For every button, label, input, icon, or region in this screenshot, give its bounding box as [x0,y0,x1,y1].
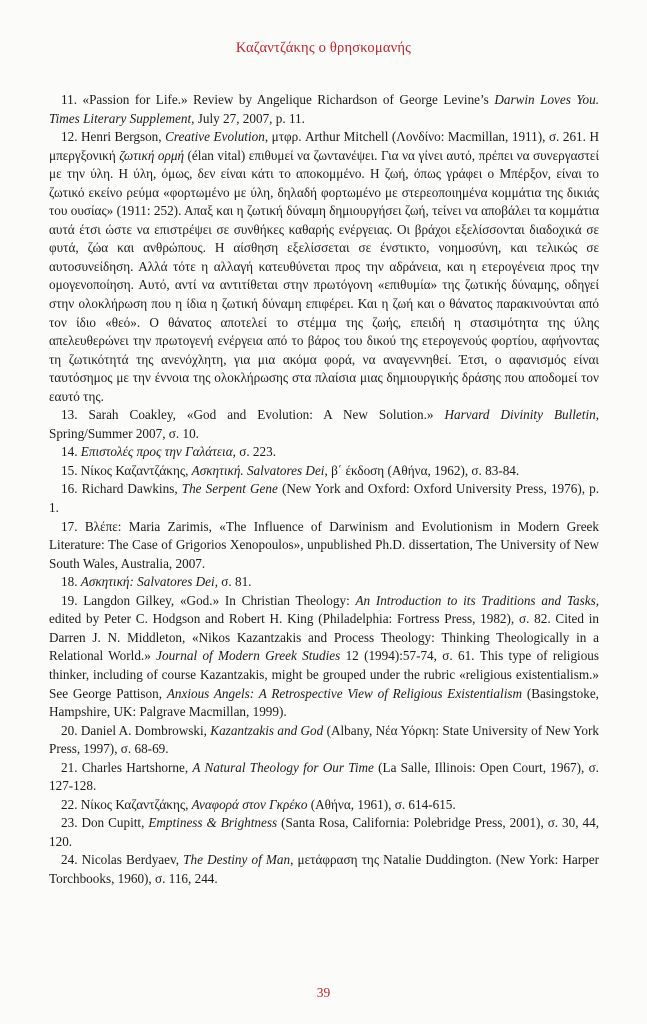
endnote-text: 22. Νίκος Καζαντζάκης, [61,796,192,812]
endnote-text: 18. [61,574,81,590]
endnote-title-italic: Αναφορά στον Γκρέκο [191,796,308,812]
endnote-text: , edited by Peter C. Hodgson and Robert H. King (Philadelphia: Fortress Press, 1982), σ. 82. Cited in Darren J. N. Middleton, «Nikos Kazantzakis and Process Theology: Thinking Theologically in a Relational World.» [49,592,599,664]
endnote-text: , Spring/Summer 2007, σ. 10. [49,407,600,441]
endnote-text: , σ. 81. [214,574,252,590]
endnote-title-italic: The Serpent Gene [181,481,278,497]
endnote-text: (Αθήνα, 1961), σ. 614-615. [307,796,456,812]
endnote-text: 17. Βλέπε: Maria Zarimis, «The Influence of Darwinism and Evolutionism in Modern Greek Literature: The Case of Grigorios Xenopoulos», unpublished Ph.D. dissertation, The University of New South Wales, Australia, 2007. [49,518,599,571]
endnote-text: 20. Daniel A. Dombrowski, [61,722,211,738]
endnote-title-italic: The Destiny of Man [183,852,291,868]
endnote [49,406,599,443]
endnote [49,796,599,815]
endnote-title-italic: Kazantzakis and God [210,722,324,738]
running-header: Καζαντζάκης ο θρησκομανής [235,40,412,56]
endnote-title-italic: Επιστολές προς την Γαλάτεια [80,444,233,460]
endnote-text: , July 27, 2007, p. 11. [191,110,305,126]
endnote [49,518,599,574]
endnote-text: (New York and Oxford: Oxford University Press, 1976), p. 1. [49,481,600,516]
endnote-title-italic: Emptiness & Brightness [148,815,278,831]
endnote [49,722,599,759]
endnote-text: 19. Langdon Gilkey, «God.» In Christian Theology: [61,592,356,608]
endnote-title-italic: Darwin Loves You. Times Literary Supplement [49,92,600,126]
endnote-text: 13. Sarah Coakley, «God and Evolution: A New Solution.» [61,407,445,423]
endnote-text: (Basingstoke, Hampshire, UK: Palgrave Macmillan, 1999). [49,685,599,720]
endnote [49,91,599,128]
endnote-text: 14. [61,444,81,460]
endnote-text: (La Salle, Illinois: Open Court, 1967), σ. 127-128. [49,759,599,794]
endnote-text: , σ. 223. [232,444,277,460]
endnote-title-italic: Harvard Divinity Bulletin [444,407,596,423]
endnote [49,592,599,722]
endnote-text: 16. Richard Dawkins, [61,481,182,497]
endnote [49,480,599,517]
endnote-text: (Albany, Νέα Υόρκη: State University of New York Press, 1997), σ. 68-69. [49,722,599,757]
endnote-title-italic: Anxious Angels: A Retrospective View of Religious Existentialism [166,685,523,701]
endnote-text: 11. «Passion for Life.» Review by Angelique Richardson of George Levine’s [61,92,495,107]
endnote-text: 21. Charles Hartshorne, [61,759,193,775]
endnote [49,462,599,481]
endnote [49,759,599,796]
endnote [49,128,599,406]
endnote-text: , μτφρ. Arthur Mitchell (Λονδίνο: Macmillan, 1911), σ. 261. Η μπεργξονική [49,129,599,163]
endnote-title-italic: Ασκητική: Salvatores Dei [80,574,215,590]
endnote-title-italic: Journal of Modern Greek Studies [156,648,341,664]
page-number: 39 [316,985,331,1000]
endnote-text: 23. Don Cupitt, [61,815,149,831]
endnote-text: (élan vital) επιθυμεί να ζωντανέψει. Για να γίνει αυτό, πρέπει να συνεργαστεί με την ύλη. Η ύλη, όμως, δεν είναι κάτι το αποκομμένο. Η ζωή, όπως γράφει ο Μπέρξον, είναι το ζωτικό εκείνο ρεύμα «φορτωμένο με ύλη, δηλαδή φορτωμένο με στερεοποιημένα κομμάτια της δικιάς του ουσίας» (1911: 252). Απαξ και η ζωτική δύναμη δημιουργήσει ζωή, τείνει να αποβάλει τα κομμάτια αυτά έτσι ώστε να επιστρέψει σε συνθήκες καθαρής ενέργειας. Οι βράχοι εξελίσσονται διαδοχικά σε φυτά, ζώα και ανθρώπους. Η αίσθηση εξελίσσεται σε ένστικτο, νοημοσύνη, και τελικώς σε αυτοσυνείδηση. Αλλά τότε η αλλαγή κατευθύνεται προς την αδράνεια, και η ετερογένεια προς την ομογενοποίηση. Αυτό, αντί να αντιτίθεται στην πρωτόγονη «επιθυμία» της ζωτικής δύναμης, οδηγεί στην ολοκλήρωση που η ίδια η ζωτική δύναμη επιφέρει. Και η ζωή και ο θάνατος παρακινούνται από τον ίδιο «θεό». Ο θάνατος αποτελεί το στέμμα της ζωής, επειδή η στασιμότητα της ύλης απελευθερώνει την πρωτογενή ενέργεια από το βάρος του δικού της ετερογενούς φορτίου, αφήνοντας τη ζωτικότητά της ανενόχλητη, για μια ακόμα φορά, να αναγεννηθεί. Έτσι, ο αφανισμός είναι ταυτόσημος με την έννοια της ολοκλήρωσης στα πλαίσια μιας δημιουργικής δράσης που αποδομεί τον εαυτό της. [49,147,599,404]
endnote-title-italic: An Introduction to its Traditions and Tasks [355,592,596,608]
endnote-title-italic: ζωτική ορμή [119,147,185,163]
endnote-text: , μετάφραση της Natalie Duddington. (New York: Harper Torchbooks, 1960), σ. 116, 244. [49,852,599,886]
endnote-text: 24. Nicolas Berdyaev, [61,852,184,868]
endnote-text: 12. Henri Bergson, [61,129,166,145]
endnote [49,814,599,851]
endnote [49,851,599,888]
endnote-text: 12 (1994):57-74, σ. 61. This type of religious thinker, including of course Kazantzakis, might be grouped under the rubric «religious existentialism.» See George Pattison, [49,648,600,701]
endnote [49,443,599,462]
endnote [49,573,599,592]
endnote-text: , β΄ έκδοση (Αθήνα, 1962), σ. 83-84. [324,462,520,478]
endnote-title-italic: Creative Evolution [165,129,265,145]
endnote-text: 15. Νίκος Καζαντζάκης, [61,462,192,478]
endnote-title-italic: Ασκητική. Salvatores Dei [191,462,325,478]
endnote-text: (Santa Rosa, California: Polebridge Press, 2001), σ. 30, 44, 120. [49,815,599,849]
endnotes-list [49,91,599,889]
endnote-title-italic: A Natural Theology for Our Time [192,759,374,775]
